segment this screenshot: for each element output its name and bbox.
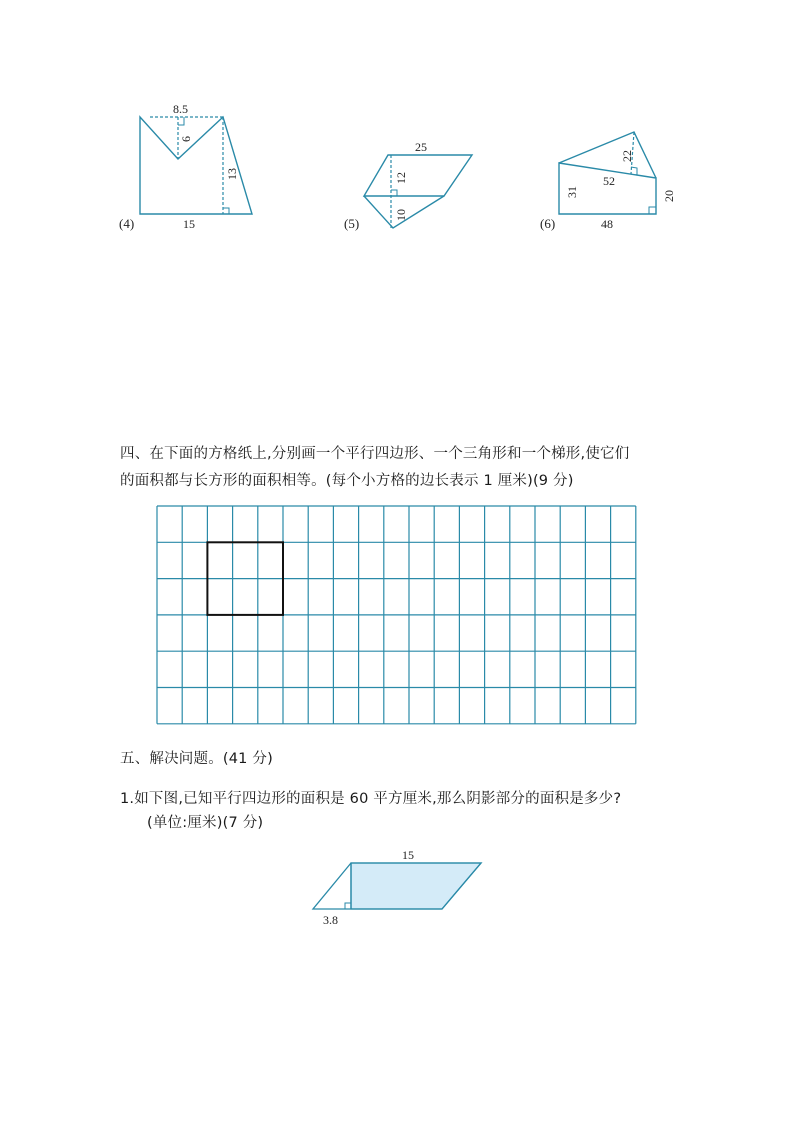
- section-4-line-2: 的面积都与长方形的面积相等。(每个小方格的边长表示 1 厘米)(9 分): [120, 473, 574, 489]
- figure-6: [545, 120, 685, 230]
- right-angle-mark: [391, 190, 397, 196]
- figure-5-top-label: 25: [415, 140, 427, 154]
- figure-5-upper-label: 12: [394, 172, 408, 184]
- figure-4-number: (4): [119, 216, 135, 231]
- question-1-line-2: (单位:厘米)(7 分): [147, 815, 264, 831]
- figure-5-number: (5): [344, 216, 360, 231]
- parallelogram-bottom-left-label: 3.8: [323, 913, 338, 927]
- grid-svg: [156, 505, 638, 727]
- right-angle-mark: [649, 207, 656, 214]
- figure-4-base-label: 15: [183, 217, 195, 231]
- section-5-heading: 五、解决问题。(41 分): [120, 751, 273, 767]
- figure-5-lower-label: 10: [394, 209, 408, 221]
- figure-4-shape: [140, 117, 252, 214]
- figure-6-tri-height-label: 22: [620, 150, 634, 162]
- right-angle-mark: [345, 903, 351, 909]
- figure-6-diag-label: 52: [603, 174, 615, 188]
- figure-5: [355, 135, 485, 235]
- square-grid[interactable]: [157, 506, 637, 726]
- parallelogram-top-label: 15: [402, 848, 414, 862]
- figure-6-base-label: 48: [601, 217, 613, 231]
- figure-6-number: (6): [540, 216, 556, 231]
- figure-4-height-label: 13: [225, 168, 239, 180]
- figure-5-parallelogram: [364, 155, 472, 196]
- section-4-line-1: 四、在下面的方格纸上,分别画一个平行四边形、一个三角形和一个梯形,使它们: [120, 446, 630, 462]
- figure-6-left-label: 31: [565, 186, 579, 198]
- question-1-line-1: 1.如下图,已知平行四边形的面积是 60 平方厘米,那么阴影部分的面积是多少?: [120, 791, 622, 807]
- question-1-parallelogram: [305, 845, 495, 930]
- figure-6-right-label: 20: [662, 190, 676, 202]
- right-angle-mark: [223, 208, 229, 214]
- right-angle-mark: [178, 117, 184, 125]
- figure-4-inner-height-label: 6: [179, 136, 193, 142]
- figure-4-top-label: 8.5: [173, 102, 188, 116]
- section-4-text: [120, 441, 680, 495]
